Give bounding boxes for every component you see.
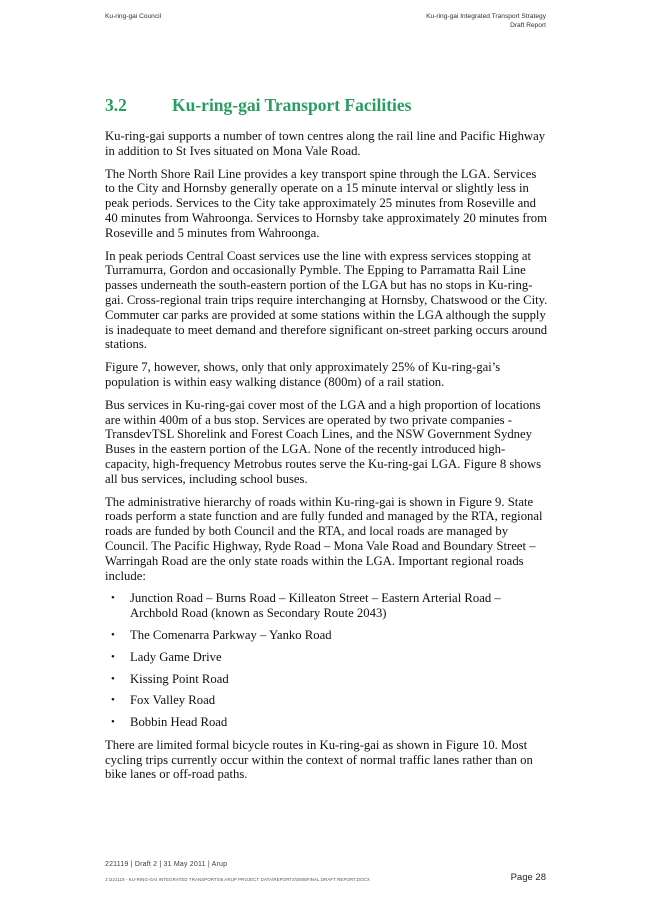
paragraph-peak-periods: In peak periods Central Coast services use the line with express services stopping at Turramurra, Gordon and occasionally Pymble. The Epping to Parramatta Rail Line passes underneath the south-eastern portion of the LGA but has no stops in Ku-ring-gai. Cross-regional train trips require interchanging at Hornsby, Chatswood or the City. Commuter car parks are provided at some stations within the LGA although the supply is inadequate to meet demand and therefore significant on-street parking occurs around stations. — [105, 248, 548, 352]
section-number: 3.2 — [105, 95, 127, 115]
bullet-icon: • — [111, 650, 115, 663]
list-item — [105, 591, 548, 621]
list-item-text: Junction Road – Burns Road – Killeaton Street – Eastern Arterial Road – Archbold Road (known as Secondary Route 2043) — [130, 591, 501, 621]
bullet-icon: • — [111, 628, 115, 641]
page-footer — [105, 860, 546, 883]
list-item-text: The Comenarra Parkway – Yanko Road — [130, 627, 332, 642]
bullet-icon: • — [111, 592, 115, 605]
paragraph-north-shore-rail: The North Shore Rail Line provides a key transport spine through the LGA. Services to the City and Hornsby generally operate on a 15 minute interval or slightly less in peak periods. Services to the City take approximately 25 minutes from Roseville and 40 minutes from Wahroonga. Services to Hornsby take approximately 20 minutes from Roseville and 5 minutes from Wahroonga. — [105, 166, 548, 240]
paragraph-figure7-walking-distance: Figure 7, however, shows, only that only approximately 25% of Ku-ring-gai’s population is within easy walking distance (800m) of a rail station. — [105, 360, 501, 389]
footer-file-path: J:\221119 - KU-RING-GAI INTEGRATED TRANSPORT\05 ARUP PROJECT DATA\REPORTS\0008FINAL DRAFT REPORT.DOCX — [105, 877, 370, 882]
section-title: Ku-ring-gai Transport Facilities — [172, 95, 412, 115]
list-item-text: Bobbin Head Road — [130, 715, 228, 730]
page-header — [105, 13, 546, 30]
bullet-icon: • — [111, 694, 115, 707]
page-number: Page 28 — [510, 872, 546, 883]
document-body — [105, 95, 548, 790]
list-item — [105, 715, 548, 730]
paragraph-bicycle-routes: There are limited formal bicycle routes in Ku-ring-gai as shown in Figure 10. Most cycling trips currently occur within the context of normal traffic lanes rather than on bike lanes or off-road paths. — [105, 737, 533, 782]
regional-roads-list — [105, 591, 548, 730]
list-item-text: Fox Valley Road — [130, 693, 216, 708]
header-report-title-line1: Ku-ring-gai Integrated Transport Strategy — [426, 13, 546, 20]
bullet-icon: • — [111, 672, 115, 685]
list-item-text: Lady Game Drive — [130, 649, 222, 664]
list-item — [105, 628, 548, 643]
paragraph-bus-services: Bus services in Ku-ring-gai cover most of the LGA and a high proportion of locations are within 400m of a bus stop. Services are operated by two private companies - TransdevTSL Shorelink and Forest Coach Lines, and the NSW Government Sydney Buses in the eastern portion of the LGA. None of the recently introduced high-capacity, high-frequency Metrobus routes serve the Ku-ring-gai LGA. Figure 8 shows all bus services, including school buses. — [105, 397, 542, 486]
header-report-title-line2: Draft Report — [510, 21, 546, 29]
list-item — [105, 650, 548, 665]
footer-doc-meta: 221119 | Draft 2 | 31 May 2011 | Arup — [105, 861, 228, 868]
header-org-name: Ku-ring-gai Council — [105, 13, 162, 20]
paragraph-town-centres: Ku-ring-gai supports a number of town centres along the rail line and Pacific Highway in addition to St Ives situated on Mona Vale Road. — [105, 129, 546, 158]
header-report-title — [426, 13, 546, 30]
bullet-icon: • — [111, 716, 115, 729]
list-item-text: Kissing Point Road — [130, 671, 229, 686]
paragraph-road-hierarchy: The administrative hierarchy of roads within Ku-ring-gai is shown in Figure 9. State roads perform a state function and are fully funded and managed by the RTA, regional roads are funded by both Council and the RTA, and local roads are managed by Council. The Pacific Highway, Ryde Road – Mona Vale Road and Boundary Street – Warringah Road are the only state roads within the LGA. Important regional roads include: — [105, 494, 543, 583]
section-heading — [105, 95, 548, 115]
list-item — [105, 672, 548, 687]
list-item — [105, 693, 548, 708]
footer-meta-block — [105, 860, 370, 883]
